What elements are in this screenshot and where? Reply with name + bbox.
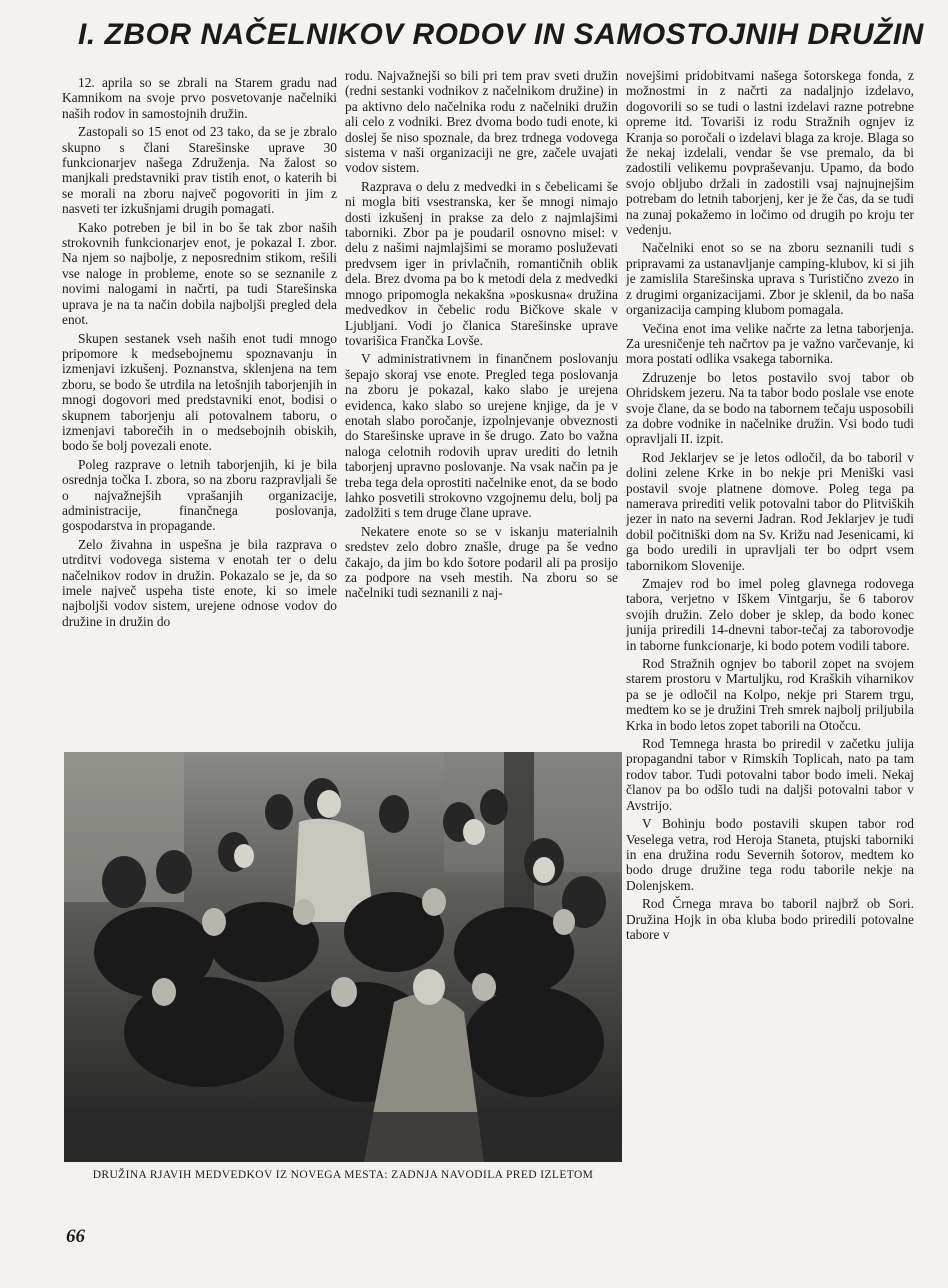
paragraph: Skupen sestanek vseh naših enot tudi mnogo pripomore k medsebojnemu spoznavanju in izmenjavi izkušenj. Poznanstva, sklenjena na tem zboru, se bodo še utrdila na letošnjih taborjenjih in mnogi dogovori med predstavniki enot, bodisi o skupnem taborjenju ali potovalnem taboru, o izmenjavi taborečih in o medsebojnih obiskih, bodo še bolj povezali enote. [62, 330, 337, 454]
paragraph: Načelniki enot so se na zboru seznanili tudi s pripravami za ustanavljanje camping-klubov, ki si jih je zamislila Starešinska uprava s Turistično zvezo in z drugimi organizacijami. Zbor je sklenil, da bo naša organizacija camping klubom pomagala. [626, 240, 914, 318]
paragraph: V administrativnem in finančnem poslovanju šepajo skoraj vse enote. Pregled tega poslovanja na zboru je pokazal, kako slabo je urejena evidenca, kako slabo so urejene knjige, da je v enotah slabo poročanje, izpolnjevanje obveznosti do Starešinske uprave in še drugo. Zato bo važna naloga celotnih rodovih uprav urediti do letnih taborjenj upravno poslovanje. Na vsak način pa je treba tega dela oprostiti načelnike enot, da se bodo lahko posvetili strokovno vzgojnemu delu, bolj pa zadolžiti s tem druge člane uprave. [345, 351, 618, 521]
paragraph: Kako potreben je bil in bo še tak zbor naših strokovnih funkcionarjev enot, je pokazal I. zbor. Na njem so najbolje, z neposrednim stikom, rešili vse naloge in probleme, enote so se seznanile z novimi nalogami in načrti, pa tudi Starešinska uprava je na ta način dobila najboljši pregled dela enot. [62, 219, 337, 328]
photo-illustration [64, 752, 622, 1162]
paragraph: Večina enot ima velike načrte za letna taborjenja. Za uresničenje teh načrtov pa je važno varčevanje, ki mora postati odlika vsakega tabornika. [626, 320, 914, 367]
paragraph: Rod Stražnih ognjev bo taboril zopet na svojem starem prostoru v Martuljku, rod Kraških viharnikov pa se je odločil na Kolpo, nekje pri Starem trgu, medtem ko se je družini Treh smrek najbolj priljubila Krka in bodo letos zopet taborili na Otočcu. [626, 656, 914, 733]
paragraph: Rod Temnega hrasta bo priredil v začetku julija propagandni tabor v Rimskih Toplicah, nato pa tam rodov tabor. Tudi potovalni tabor bodo imeli. Nekaj članov pa bo odšlo tudi na daljši potovalni tabor v Avstrijo. [626, 736, 914, 813]
paragraph: Rod Jeklarjev se je letos odločil, da bo taboril v dolini zelene Krke in bo nekje pri Meniški vasi postavil svoje platnene domove. Poleg tega pa namerava prirediti velik potovalni tabor do Plitviških jezer in nato na severni Jadran. Rod Jeklarjev je tudi dobil počitniški dom na Sv. Križu nad Jesenicami, ki ga bodo uredili in upravljali ter bo odprt vsem tabornikom Slovenije. [626, 449, 914, 573]
paragraph: Razprava o delu z medvedki in s čebelicami še ni mogla biti vsestranska, ker še mnogi nimajo dosti izkušenj in prakse za delo z najmlajšimi taborniki. Zbor pa je poudaril osnovno misel: v delu z našimi najmlajšimi se moramo posluževati predvsem iger in privlačnih, romantičnih oblik dela. Brez dvoma pa bo k metodi dela z medvedki mnogo pripomogla nekakšna »poskusna« družina medvedkov in čebelic rodu Bičkove skale v Ljubljani. Vodi jo članica Starešinske uprave tovarišica Frančka Lovše. [345, 178, 618, 348]
column-1 [62, 75, 337, 745]
paragraph: Poleg razprave o letnih taborjenjih, ki je bila osrednja točka I. zbora, so na zboru razpravljali še o najvažnejših vprašanjih organizacije, administracije, finančnega poslovanja, gospodarstva in propagande. [62, 456, 337, 534]
paragraph: 12. aprila so se zbrali na Starem gradu nad Kamnikom na svoje prvo posvetovanje načelniki naših rodov in samostojnih družin. [62, 75, 337, 121]
paragraph: rodu. Najvažnejši so bili pri tem prav sveti družin (redni sestanki vodnikov z načelnikom družine) in pa aktivno delo načelnika rodu z načelniki družin ali celo z vodniki. Brez dvoma bodo tudi enote, ki doslej še niso spoznale, da brez trdnega vodovega sistema v naši organizaciji ne gre, začele uvajati vodov sistem. [345, 68, 618, 176]
paragraph: Nekatere enote so se v iskanju materialnih sredstev zelo dobro znašle, druge pa še vedno čakajo, da jim bo kdo šotore podaril ali pa prosijo za podpore na vseh mestih. Na zboru so se načelniki tudi seznanili z naj- [345, 523, 618, 601]
paragraph: Zdruzenje bo letos postavilo svoj tabor ob Ohridskem jezeru. Na ta tabor bodo poslale vse enote svoje člane, da se bodo na tabornem tečaju usposobili za dobre vodnike in načelnike družin. Vsi bodo tudi opravljali II. izpit. [626, 369, 914, 447]
paragraph: Rod Črnega mrava bo taboril najbrž ob Sori. Družina Hojk in oba kluba bodo priredili potovalne tabore v [626, 896, 914, 942]
group-photo [64, 752, 622, 1162]
column-2 [345, 68, 618, 745]
paragraph: Zmajev rod bo imel poleg glavnega rodovega tabora, verjetno v Iškem Vintgarju, še 6 taborov svojih družin. Zelo dober je sklep, da bodo konec junija priredili 14-dnevni tabor-tečaj za taborovodje in taborne funkcionarje, ki bodo potem vodili tabore. [626, 576, 914, 653]
photo-caption: DRUŽINA RJAVIH MEDVEDKOV IZ NOVEGA MESTA: ZADNJA NAVODILA PRED IZLETOM [92, 1169, 594, 1181]
paragraph: Zastopali so 15 enot od 23 tako, da se je zbralo skupno s člani Starešinske uprave 30 funkcionarjev našega Združenja. Na žalost so manjkali predstavniki prav tistih enot, o katerih bi se morali na zboru največ pogovoriti in jim z nasveti ter izkušnjami drugih pomagati. [62, 124, 337, 217]
page-number: 66 [66, 1226, 85, 1247]
page-title: I. ZBOR NAČELNIKOV RODOV IN SAMOSTOJNIH DRUŽIN [78, 18, 924, 51]
paragraph: V Bohinju bodo postavili skupen tabor rod Veselega vetra, rod Heroja Staneta, ptujski taborniki in ena družina rodu Severnih šotorov, medtem ko bodo druge družine tega rodu taborile nekje na Dolenjskem. [626, 816, 914, 893]
column-3 [626, 68, 914, 1198]
paragraph: Zelo živahna in uspešna je bila razprava o utrditvi vodovega sistema v enotah ter o delu načelnikov rodov in družin. Pokazalo se je, da so imele največ uspeha tiste enote, ki so imele najboljši vodov sistem, urejene odnose vodov do družine in družin do [62, 536, 337, 629]
paragraph: novejšimi pridobitvami našega šotorskega fonda, z možnostmi in z načrti za nadaljnjo izdelavo, dogovorili so se tudi o lastni izdelavi razne potrebne opreme itd. Tovariši iz rodu Stražnih ognjev iz Kranja so poročali o izdelavi blaga za kroje. Blaga so že nekaj izdelali, vendar še vse premalo, da bi zadostili velikemu povpraševanju. Upamo, da bodo svojo obljubo držali in zadostili vsaj najnujnejšim potrebam do letnih taborjenj, ker je že čas, da se tudi na zunaj pokažemo in ločimo od drugih po kroju ter vedenju. [626, 68, 914, 238]
